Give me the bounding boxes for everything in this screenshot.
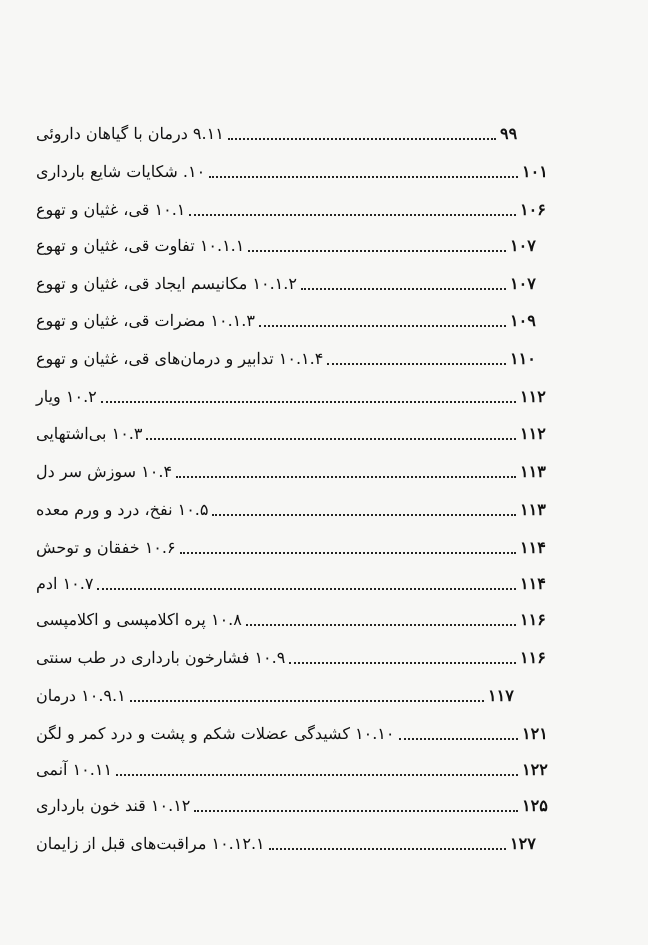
toc-entry-title: ۱۰.۹.۱ درمان <box>36 686 126 705</box>
toc-entry-title: ۱۰.۱۲.۱ مراقبت‌های قبل از زایمان <box>36 834 265 853</box>
toc-entry <box>36 602 550 632</box>
toc-entry-title: ۹.۱۱ درمان با گیاهان داروئی <box>36 124 224 143</box>
toc-entry <box>36 566 550 596</box>
toc-entry-title: ۱۰.۱.۳ مضرات قی، غثیان و تهوع <box>36 311 255 330</box>
toc-entry <box>36 788 552 818</box>
toc-entry-title: ۱۰. شکایات شایع بارداری <box>36 162 206 181</box>
toc-entry-title: ۱۰.۲ ویار <box>36 387 97 406</box>
toc-entry-title: ۱۰.۱۲ قند خون بارداری <box>36 796 191 815</box>
toc-entry-title: ۱۰.۱.۲ مکانیسم ایجاد قی، غثیان و تهوع <box>36 274 297 293</box>
toc-entry-page: ۱۲۲ <box>522 760 548 779</box>
toc-entry-title: ۱۰.۵ نفخ، درد و ورم معده <box>36 500 209 519</box>
toc-entry <box>36 303 540 333</box>
dot-leader <box>176 476 516 478</box>
toc-entry-title: ۱۰.۱.۴ تدابیر و درمان‌های قی، غثیان و تهوع <box>36 349 324 368</box>
toc-entry <box>36 379 550 409</box>
toc-entry-page: ۱۲۱ <box>522 724 548 743</box>
toc-entry <box>36 454 550 484</box>
toc-entry-title: ۱۰.۴ سوزش سر دل <box>36 462 173 481</box>
toc-entry-page: ۹۹ <box>500 124 518 143</box>
toc-entry <box>36 416 550 446</box>
toc-entry-page: ۱۰۶ <box>520 200 546 219</box>
toc-entry-page: ۱۱۲ <box>520 424 546 443</box>
toc-entry-title: ۱۰.۳ بی‌اشتهایی <box>36 424 143 443</box>
dot-leader <box>209 176 518 178</box>
toc-entry <box>36 752 552 782</box>
toc-entry-page: ۱۱۲ <box>520 387 546 406</box>
dot-leader <box>269 848 506 850</box>
toc-entry-page: ۱۱۰ <box>510 349 536 368</box>
toc-entry <box>36 678 518 708</box>
dot-leader <box>327 363 506 365</box>
toc-entry-page: ۱۱۴ <box>520 574 546 593</box>
dot-leader <box>289 662 516 664</box>
toc-entry-page: ۱۱۶ <box>520 648 546 667</box>
toc-entry <box>36 492 550 522</box>
dot-leader <box>116 774 518 776</box>
dot-leader <box>212 514 516 516</box>
toc-entry-page: ۱۱۴ <box>520 538 546 557</box>
dot-leader <box>97 588 516 590</box>
toc-entry-page: ۱۱۳ <box>520 500 546 519</box>
toc-entry-title: ۱۰.۶ خفقان و توحش <box>36 538 176 557</box>
dot-leader <box>130 700 484 702</box>
toc-entry-title: ۱۰.۱۱ آنمی <box>36 760 113 779</box>
toc-entry-page: ۱۱۷ <box>488 686 514 705</box>
toc-entry-title: ۱۰.۸ پره اکلامپسی و اکلامپسی <box>36 610 242 629</box>
toc-entry <box>36 530 550 560</box>
toc-entry <box>36 341 540 371</box>
toc-entry-title: ۱۰.۱ قی، غثیان و تهوع <box>36 200 186 219</box>
toc-entry-page: ۱۲۷ <box>510 834 536 853</box>
toc-entry <box>36 640 550 670</box>
dot-leader <box>301 288 506 290</box>
dot-leader <box>228 138 496 140</box>
toc-entry-title: ۱۰.۱۰ کشیدگی عضلات شکم و پشت و درد کمر و لگن <box>36 724 395 743</box>
toc-entry-title: ۱۰.۹ فشارخون بارداری در طب سنتی <box>36 648 286 667</box>
toc-entry <box>36 192 550 222</box>
toc-entry-page: ۱۰۷ <box>510 236 536 255</box>
toc-entry-page: ۱۰۷ <box>510 274 536 293</box>
toc-entry-title: ۱۰.۷ ادم <box>36 574 94 593</box>
toc-entry <box>36 154 552 184</box>
dot-leader <box>399 738 519 740</box>
toc-entry-page: ۱۰۱ <box>522 162 548 181</box>
dot-leader <box>259 325 506 327</box>
toc-entry-title: ۱۰.۱.۱ تفاوت قی، غثیان و تهوع <box>36 236 245 255</box>
toc-entry <box>36 716 552 746</box>
dot-leader <box>101 401 516 403</box>
toc-entry-page: ۱۱۶ <box>520 610 546 629</box>
toc-entry-page: ۱۲۵ <box>522 796 548 815</box>
toc-entry <box>36 228 540 258</box>
dot-leader <box>189 214 516 216</box>
dot-leader <box>194 810 518 812</box>
dot-leader <box>248 250 506 252</box>
toc-entry <box>36 116 530 146</box>
dot-leader <box>180 552 516 554</box>
toc-entry <box>36 266 540 296</box>
toc-entry <box>36 826 540 856</box>
toc-entry-page: ۱۰۹ <box>510 311 536 330</box>
dot-leader <box>146 438 516 440</box>
toc-entry-page: ۱۱۳ <box>520 462 546 481</box>
dot-leader <box>246 624 516 626</box>
